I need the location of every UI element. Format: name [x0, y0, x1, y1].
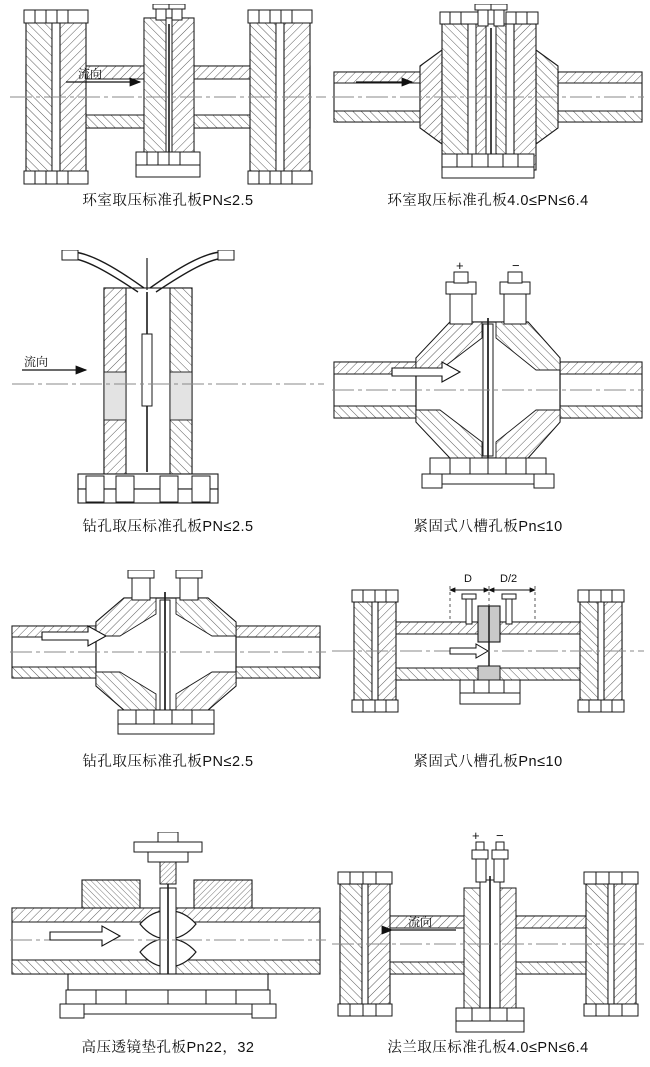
- figure-caption-5: 钻孔取压标准孔板PN≤2.5: [82, 754, 254, 770]
- dimension-label-d: D: [464, 573, 472, 585]
- tapping-minus-label-4: −: [512, 262, 520, 273]
- figure-1-drawing: [8, 4, 328, 189]
- figure-5-drawing: [8, 570, 328, 750]
- figure-caption-2: 环室取压标准孔板4.0≤PN≤6.4: [387, 193, 589, 209]
- tapping-minus-label-8: −: [496, 832, 504, 843]
- dimension-label-d-half: D/2: [500, 573, 518, 585]
- figure-cell-8: [330, 832, 646, 1057]
- tapping-plus-label-8: +: [472, 832, 480, 843]
- figure-caption-8: 法兰取压标准孔板4.0≤PN≤6.4: [387, 1040, 589, 1056]
- figure-3-drawing: [8, 250, 328, 515]
- figure-cell-7: [8, 832, 328, 1057]
- figure-cell-2: [330, 4, 646, 210]
- figure-8-drawing: [330, 832, 646, 1036]
- figure-4-drawing: [330, 262, 646, 515]
- figure-caption-6: 紧固式八槽孔板Pn≤10: [413, 754, 563, 770]
- figure-cell-1: [8, 4, 328, 210]
- figure-2-drawing: [330, 4, 646, 189]
- figure-caption-7: 高压透镜垫孔板Pn22，32: [81, 1040, 255, 1056]
- figure-caption-4: 紧固式八槽孔板Pn≤10: [413, 519, 563, 535]
- flow-label-3: 流向: [24, 355, 49, 369]
- figure-6-drawing: [330, 566, 646, 750]
- figure-caption-1: 环室取压标准孔板PN≤2.5: [82, 193, 254, 209]
- figure-cell-4: [330, 262, 646, 536]
- figure-7-drawing: [8, 832, 328, 1036]
- flow-label-1: 流向: [78, 67, 103, 81]
- figure-caption-3: 钻孔取压标准孔板PN≤2.5: [82, 519, 254, 535]
- tapping-plus-label-4: +: [456, 262, 464, 273]
- figure-cell-6: [330, 566, 646, 771]
- flow-label-8: 流向: [408, 915, 433, 929]
- figure-cell-3: [8, 250, 328, 536]
- figure-cell-5: [8, 570, 328, 771]
